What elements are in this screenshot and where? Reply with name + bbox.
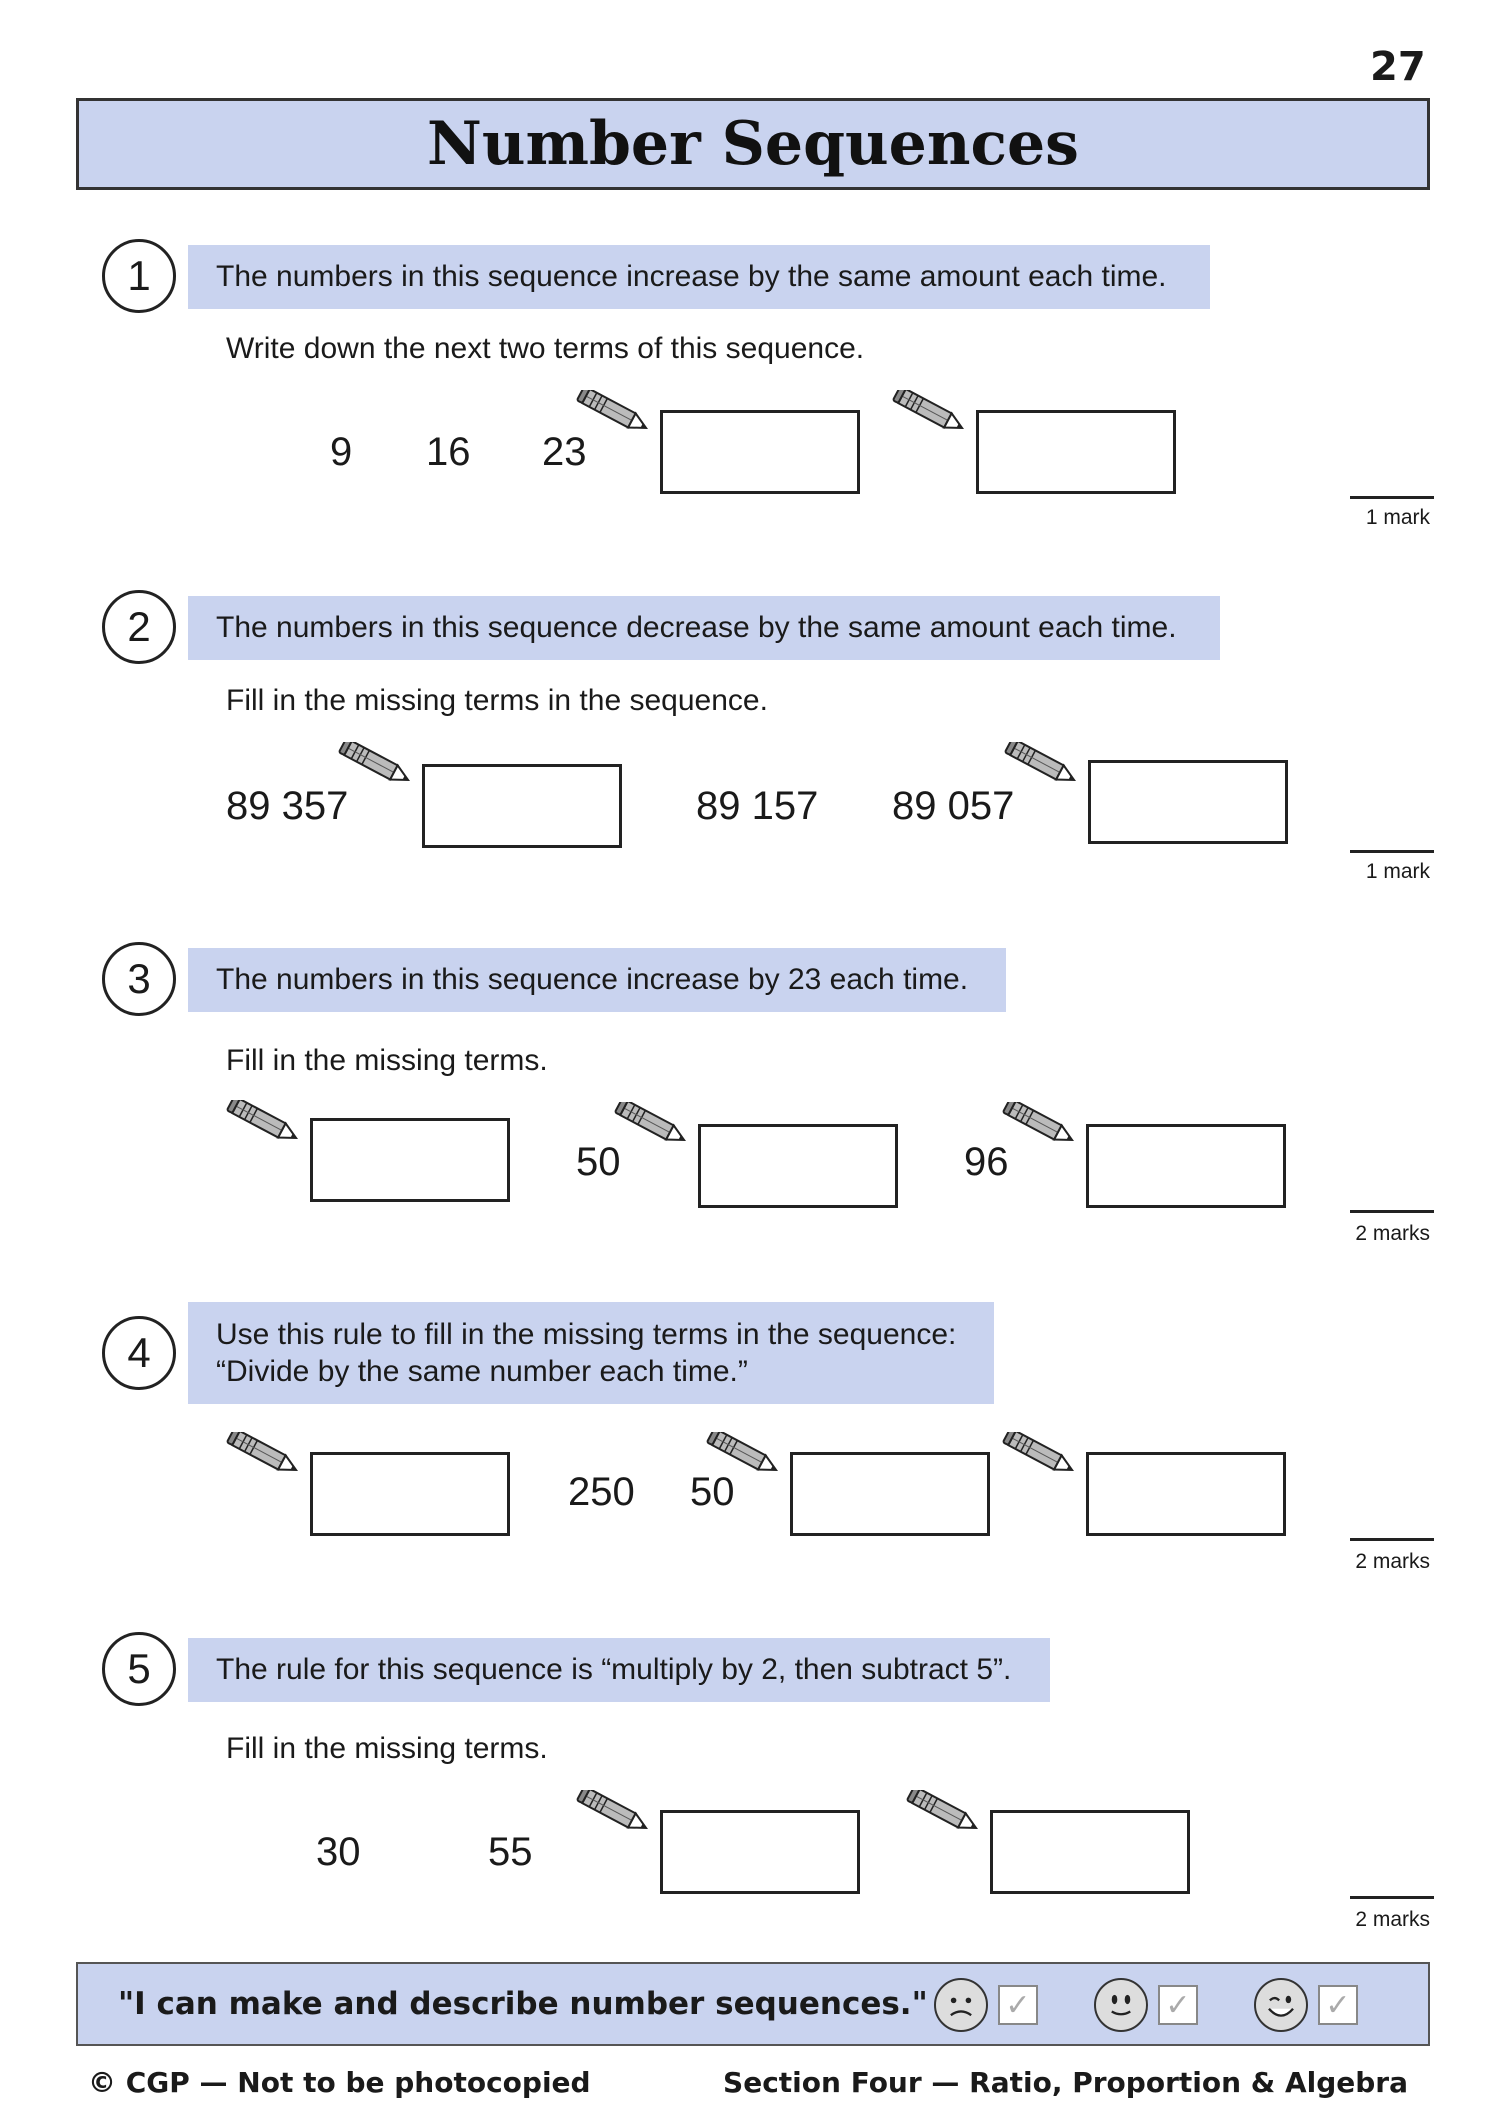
pencil-icon xyxy=(226,1100,306,1144)
neutral-face-icon xyxy=(1094,1978,1148,2032)
q2-term-1: 89 357 xyxy=(226,784,349,828)
page-title: Number Sequences xyxy=(427,109,1079,179)
title-bar xyxy=(76,98,1430,190)
q1-answer-box-2[interactable] xyxy=(976,410,1176,494)
q2-answer-box-2[interactable] xyxy=(1088,760,1288,844)
q4-term-1: 250 xyxy=(568,1470,635,1514)
q1-term-1: 9 xyxy=(330,430,353,474)
happy-checkbox[interactable]: ✓ xyxy=(1318,1985,1358,2025)
mark-line xyxy=(1350,1896,1434,1899)
pencil-icon xyxy=(1002,1432,1082,1476)
pencil-icon xyxy=(226,1432,306,1476)
q1-answer-box-1[interactable] xyxy=(660,410,860,494)
question-2-number: 2 xyxy=(102,590,176,664)
q3-answer-box-2[interactable] xyxy=(698,1124,898,1208)
question-2-marks: 1 mark xyxy=(1365,860,1430,883)
question-5-number: 5 xyxy=(102,1632,176,1706)
q2-term-3: 89 057 xyxy=(892,784,1015,828)
question-4-prompt xyxy=(188,1302,994,1404)
q5-term-2: 55 xyxy=(488,1830,533,1874)
question-2-prompt: The numbers in this sequence decrease by the same amount each time. xyxy=(188,596,1220,660)
q5-term-1: 30 xyxy=(316,1830,361,1874)
question-3-marks: 2 marks xyxy=(1355,1222,1430,1245)
pencil-icon xyxy=(1002,1102,1082,1146)
mark-line xyxy=(1350,850,1434,853)
self-assessment-quote: "I can make and describe number sequences." xyxy=(118,1986,928,2022)
sad-face-icon xyxy=(934,1978,988,2032)
question-3-number: 3 xyxy=(102,942,176,1016)
pencil-icon xyxy=(338,742,418,786)
q3-answer-box-1[interactable] xyxy=(310,1118,510,1202)
pencil-icon xyxy=(1004,742,1084,786)
question-4-number: 4 xyxy=(102,1316,176,1390)
pencil-icon xyxy=(706,1432,786,1476)
question-3-instruction: Fill in the missing terms. xyxy=(226,1044,548,1077)
q2-answer-box-1[interactable] xyxy=(422,764,622,848)
question-4-marks: 2 marks xyxy=(1355,1550,1430,1573)
q1-term-2: 16 xyxy=(426,430,471,474)
happy-face-icon xyxy=(1254,1978,1308,2032)
mark-line xyxy=(1350,1210,1434,1213)
question-1-number: 1 xyxy=(102,239,176,313)
q1-term-3: 23 xyxy=(542,430,587,474)
pencil-icon xyxy=(892,390,972,434)
copyright-notice: © CGP — Not to be photocopied xyxy=(88,2066,591,2099)
pencil-icon xyxy=(576,1790,656,1834)
q5-answer-box-1[interactable] xyxy=(660,1810,860,1894)
question-3-prompt: The numbers in this sequence increase by 23 each time. xyxy=(188,948,1006,1012)
pencil-icon xyxy=(906,1790,986,1834)
question-1-instruction: Write down the next two terms of this sequence. xyxy=(226,332,865,365)
question-5-prompt: The rule for this sequence is “multiply by 2, then subtract 5”. xyxy=(188,1638,1050,1702)
q4-answer-box-3[interactable] xyxy=(1086,1452,1286,1536)
pencil-icon xyxy=(576,390,656,434)
q4-answer-box-1[interactable] xyxy=(310,1452,510,1536)
question-4-prompt-line-1: Use this rule to fill in the missing terms in the sequence: xyxy=(216,1318,957,1351)
self-assessment-bar xyxy=(76,1962,1430,2046)
q4-answer-box-2[interactable] xyxy=(790,1452,990,1536)
q3-term-1: 50 xyxy=(576,1140,621,1184)
q3-answer-box-3[interactable] xyxy=(1086,1124,1286,1208)
question-5-marks: 2 marks xyxy=(1355,1908,1430,1931)
neutral-checkbox[interactable]: ✓ xyxy=(1158,1985,1198,2025)
q3-term-2: 96 xyxy=(964,1140,1009,1184)
question-1-marks: 1 mark xyxy=(1365,506,1430,529)
q5-answer-box-2[interactable] xyxy=(990,1810,1190,1894)
pencil-icon xyxy=(614,1102,694,1146)
sad-checkbox[interactable]: ✓ xyxy=(998,1985,1038,2025)
page-number: 27 xyxy=(1370,44,1426,90)
section-name: Section Four — Ratio, Proportion & Algebra xyxy=(723,2066,1408,2099)
question-2-instruction: Fill in the missing terms in the sequence. xyxy=(226,684,768,717)
q2-term-2: 89 157 xyxy=(696,784,819,828)
question-1-prompt: The numbers in this sequence increase by the same amount each time. xyxy=(188,245,1210,309)
mark-line xyxy=(1350,496,1434,499)
mark-line xyxy=(1350,1538,1434,1541)
question-5-instruction: Fill in the missing terms. xyxy=(226,1732,548,1765)
q4-term-2: 50 xyxy=(690,1470,735,1514)
question-4-prompt-line-2: “Divide by the same number each time.” xyxy=(216,1355,748,1388)
